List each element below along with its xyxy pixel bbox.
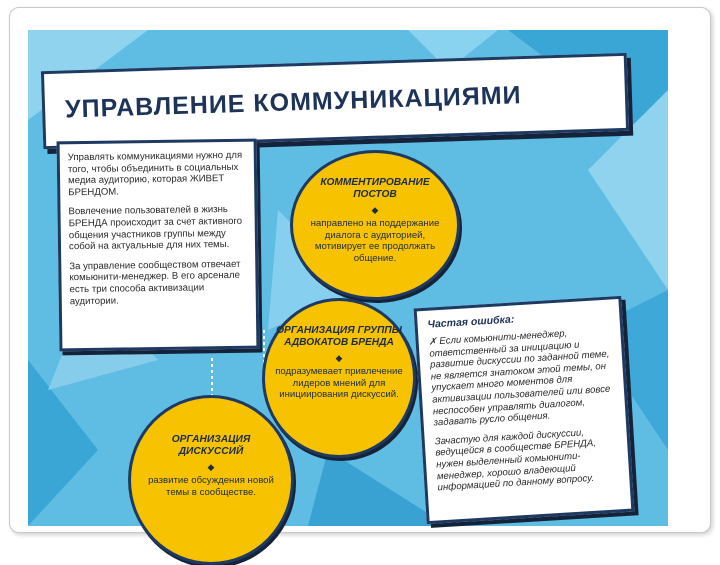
page-title: УПРАВЛЕНИЕ КОММУНИКАЦИЯМИ [64,81,522,124]
intro-paragraph-1: Управлять коммуникациями нужно для того, чтобы объединить в социальных медиа аудиторию, которая ЖИВЕТ БРЕНДОМ. [67,149,243,199]
intro-box [57,139,260,352]
common-mistake-box [414,296,635,524]
circle-description: развитие обсуждения новой темы в сообществе. [148,475,274,498]
circle-title: КОММЕНТИРОВАНИЕ ПОСТОВ [320,177,430,200]
mistake-title: Частая ошибка: [427,313,515,331]
mistake-paragraph-2: Зачастую для каждой дискуссии, ведущейся в сообществе БРЕНДА, нужен выделенный комьюнити-менеджер, хорошо владеющий информацией по данному вопросу. [434,427,597,494]
circle-description: направлено на поддержание диалога с аудиторией, мотивирует ее продолжать общение. [310,218,440,264]
circle-post-commenting [290,150,460,300]
intro-paragraph-3: За управление сообществом отвечает комьюнити-менеджер. В его арсенале есть три способа активизации аудитории. [69,258,241,307]
mistake-paragraph-1: ✗ Если комьюнити-менеджер, ответственный за инициацию и развитие дискуссии по заданной теме, не является знатоком этой темы, он упускает много моментов для активизации пользователей или вовсе неспособен управлять диалогом, задавать русло общения. [428,328,611,429]
diamond-icon: ◆ [371,205,379,215]
circle-title: ОРГАНИЗАЦИЯ ГРУППЫ АДВОКАТОВ БРЕНДА [276,325,402,348]
intro-paragraph-2: Вовлечение пользователей в жизнь БРЕНДА происходит за счет активного общения участников группы между собой на актуальные для них темы. [68,204,243,253]
circle-description: подразумевает привлечение лидеров мнений для инициирования дискуссий. [275,366,403,400]
circle-brand-advocates [262,298,416,458]
diamond-icon: ◆ [335,353,343,363]
diamond-icon: ◆ [207,462,215,472]
circle-title: ОРГАНИЗАЦИЯ ДИСКУССИЙ [171,434,251,457]
